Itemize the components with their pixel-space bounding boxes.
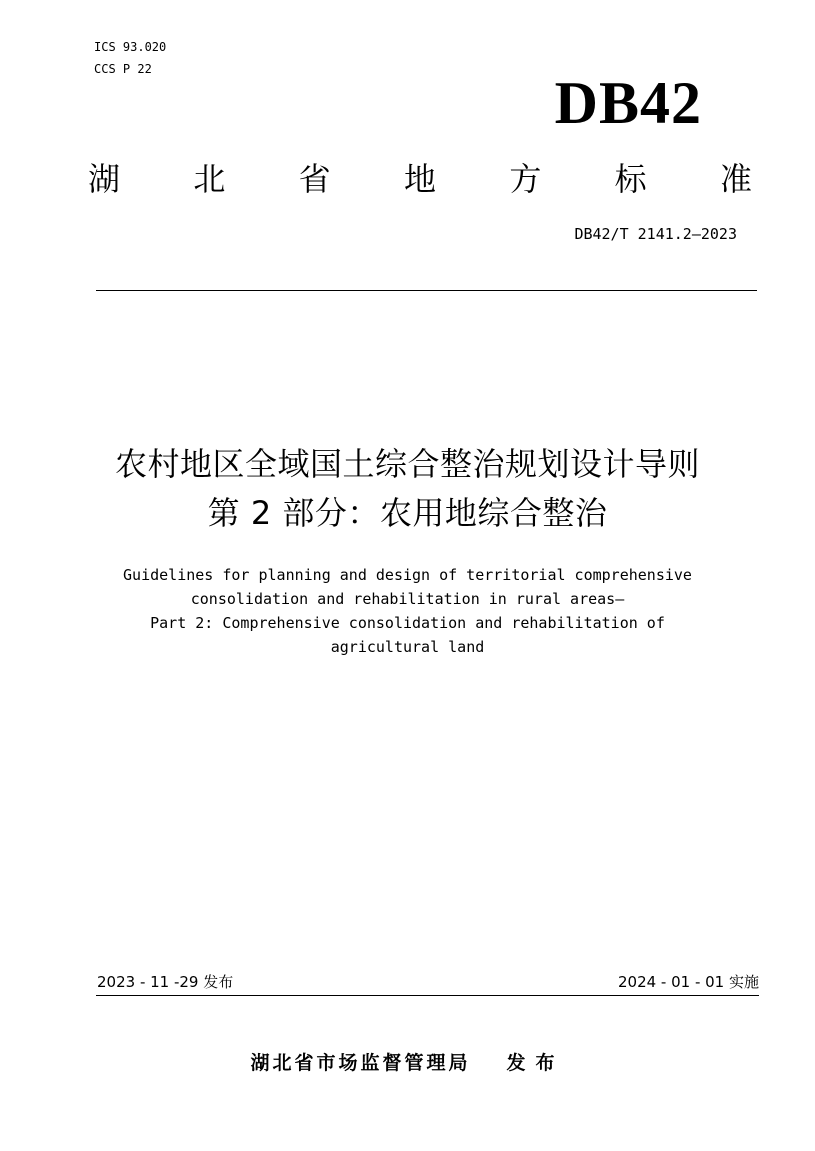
title-cn-line1: 农村地区全域国土综合整治规划设计导则: [114, 445, 700, 483]
implement-date: 2024 - 01 - 01 实施: [617, 973, 759, 991]
issuer-name: 湖北省市场监督管理局: [250, 1052, 471, 1074]
standard-type: [88, 157, 752, 201]
standard-type-char: 省: [298, 160, 331, 198]
standard-type-char: 湖: [88, 160, 121, 198]
ccs-code: CCS P 22: [94, 62, 152, 76]
title-en-line: Part 2: Comprehensive consolidation and rehabilitation of: [150, 614, 665, 632]
top-divider: [96, 290, 757, 291]
title-en-line: Guidelines for planning and design of territorial comprehensive: [123, 566, 692, 584]
db-mark: DB42: [554, 70, 702, 136]
bottom-divider: [96, 995, 759, 996]
title-cn-line2: 第 2 部分：农用地综合整治: [207, 494, 608, 532]
issue-word: 发布: [506, 1052, 565, 1074]
standard-type-char: 准: [719, 160, 752, 198]
standard-number: DB42/T 2141.2—2023: [574, 225, 737, 243]
title-en-line: consolidation and rehabilitation in rural areas—: [190, 590, 625, 608]
title-en-line: agricultural land: [330, 638, 485, 656]
publish-date: 2023 - 11 -29 发布: [97, 973, 234, 991]
standard-type-char: 标: [614, 160, 647, 198]
standard-type-char: 地: [403, 160, 436, 198]
issuer-line: [0, 1049, 815, 1077]
standard-type-char: 方: [509, 160, 542, 198]
ics-code: ICS 93.020: [94, 40, 167, 54]
standard-type-char: 北: [193, 160, 226, 198]
